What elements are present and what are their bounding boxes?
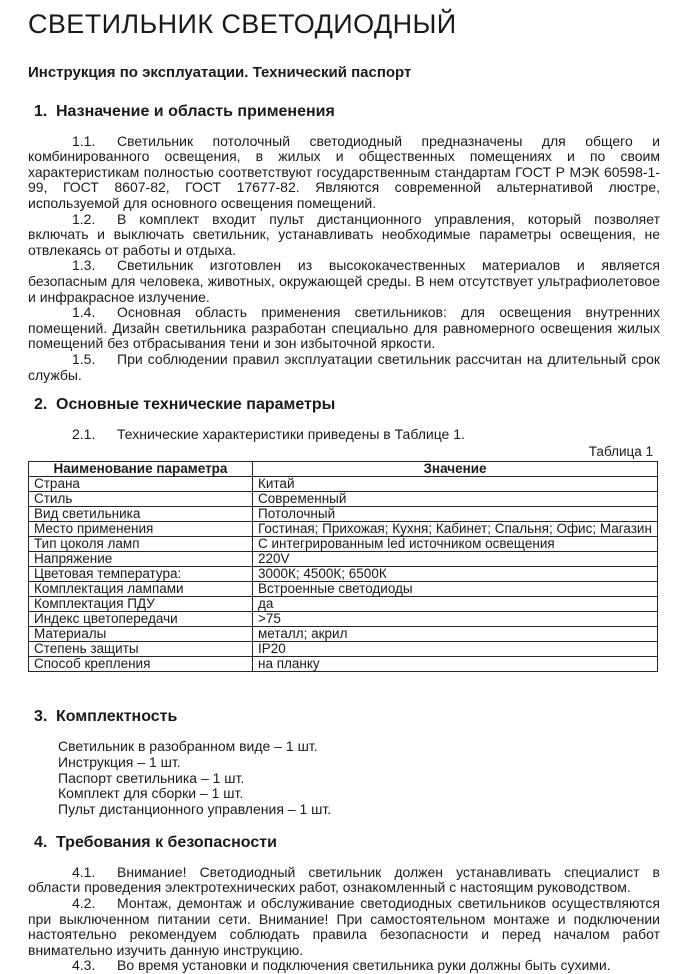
- cell-value: на планку: [253, 657, 658, 672]
- section-number: 4.: [34, 834, 48, 852]
- paragraph-1-2: [28, 212, 660, 259]
- cell-value: 220V: [253, 552, 658, 567]
- section-title: Назначение и область применения: [56, 103, 335, 121]
- section-safety-heading: [34, 834, 660, 852]
- paragraph-2-1: [28, 427, 660, 443]
- list-item: Пульт дистанционного управления – 1 шт.: [58, 800, 332, 817]
- section-package-heading: [34, 708, 660, 726]
- column-header-value: Значение: [253, 462, 658, 477]
- cell-parameter: Напряжение: [29, 552, 253, 567]
- cell-value: 3000К; 4500К; 6500К: [253, 567, 658, 582]
- paragraph-1-5: [28, 352, 660, 383]
- table-row: [29, 612, 658, 627]
- list-item: Паспорт светильника – 1 шт.: [58, 769, 245, 786]
- section-safety-body: [28, 865, 660, 974]
- paragraph-number: 4.1.: [72, 863, 96, 880]
- paragraph-text: Основная область применения светильников: для освещения внутренних помещений. Дизайн светильника разработан специально для равномерного освещения жилых помещений без отбрасывания тени и зон избыточной яркости.: [28, 304, 660, 352]
- table-row: [29, 507, 658, 522]
- paragraph-number: 1.4.: [72, 304, 96, 321]
- table-row: [29, 477, 658, 492]
- cell-parameter: Комплектация ПДУ: [29, 597, 253, 612]
- table-row: [29, 627, 658, 642]
- package-contents-list: [58, 739, 660, 817]
- section-specs-body: [28, 427, 660, 443]
- paragraph-number: 1.5.: [72, 351, 96, 367]
- paragraph-text: В комплект входит пульт дистанционного управления, который позволяет включать и выключать светильник, устанавливать необходимые параметры освещения, не отвлекаясь от работы и отдыха.: [28, 210, 660, 258]
- cell-parameter: Комплектация лампами: [29, 582, 253, 597]
- paragraph-text: Светильник потолочный светодиодный предназначены для общего и комбинированного освещения, в жилых и общественных помещениях и по своим характеристикам полностью соответствуют государственным стандартам ГОСТ Р МЭК 60598-1-99, ГОСТ 8607-82, ГОСТ 17677-82. Являются современной альтернативой люстре, используемой для основного освещения помещений.: [28, 132, 660, 212]
- paragraph-number: 4.2.: [72, 894, 96, 911]
- spec-table: [28, 461, 658, 672]
- paragraph-text: Внимание! Светодиодный светильник должен устанавливать специалист в области проведения электротехнических работ, ознакомленный с настоящим руководством.: [28, 863, 660, 896]
- paragraph-1-3: [28, 258, 660, 305]
- cell-value: да: [253, 597, 658, 612]
- table-row: [29, 522, 658, 537]
- table-row: [29, 657, 658, 672]
- cell-parameter: Индекс цветопередачи: [29, 612, 253, 627]
- table-caption: Таблица 1: [588, 444, 653, 460]
- cell-value: Встроенные светодиоды: [253, 582, 658, 597]
- section-safety: [28, 834, 660, 974]
- paragraph-1-1: [28, 134, 660, 212]
- cell-parameter: Стиль: [29, 492, 253, 507]
- column-header-parameter: Наименование параметра: [29, 462, 253, 477]
- cell-value: IP20: [253, 642, 658, 657]
- section-title: Требования к безопасности: [56, 834, 277, 852]
- section-number: 2.: [34, 396, 48, 414]
- paragraph-4-2: [28, 896, 660, 958]
- table-row: [29, 582, 658, 597]
- list-item: Светильник в разобранном виде – 1 шт.: [58, 738, 318, 755]
- paragraph-number: 1.2.: [72, 210, 96, 227]
- document-subtitle: Инструкция по эксплуатации. Технический паспорт: [28, 64, 412, 82]
- section-specs: [28, 396, 660, 672]
- paragraph-number: 2.1.: [72, 425, 96, 442]
- cell-value: >75: [253, 612, 658, 627]
- table-row: [29, 537, 658, 552]
- paragraph-number: 1.1.: [72, 132, 96, 149]
- table-row: [29, 552, 658, 567]
- cell-value: Гостиная; Прихожая; Кухня; Кабинет; Спальня; Офис; Магазин: [253, 522, 658, 537]
- cell-parameter: Вид светильника: [29, 507, 253, 522]
- table-row: [29, 492, 658, 507]
- table-row: [29, 597, 658, 612]
- cell-value: Китай: [253, 477, 658, 492]
- cell-value: металл; акрил: [253, 627, 658, 642]
- section-title: Основные технические параметры: [56, 396, 336, 414]
- cell-value: С интегрированным led источником освещения: [253, 537, 658, 552]
- section-number: 1.: [34, 103, 48, 121]
- paragraph-text: При соблюдении правил эксплуатации светильник рассчитан на длительный срок службы.: [28, 351, 660, 383]
- cell-parameter: Страна: [29, 477, 253, 492]
- cell-parameter: Материалы: [29, 627, 253, 642]
- table-row: [29, 642, 658, 657]
- cell-parameter: Степень защиты: [29, 642, 253, 657]
- list-item: Инструкция – 1 шт.: [58, 754, 181, 770]
- paragraph-4-1: [28, 865, 660, 896]
- paragraph-1-4: [28, 305, 660, 352]
- section-purpose-heading: [34, 103, 660, 121]
- paragraph-number: 4.3.: [72, 957, 96, 974]
- section-number: 3.: [34, 708, 48, 726]
- list-item: Комплект для сборки – 1 шт.: [58, 785, 244, 802]
- table-row: [29, 567, 658, 582]
- cell-value: Современный: [253, 492, 658, 507]
- cell-parameter: Способ крепления: [29, 657, 253, 672]
- cell-parameter: Тип цоколя ламп: [29, 537, 253, 552]
- cell-parameter: Цветовая температура:: [29, 567, 253, 582]
- section-title: Комплектность: [56, 708, 178, 726]
- section-purpose: [28, 103, 660, 383]
- document-title: СВЕТИЛЬНИК СВЕТОДИОДНЫЙ: [28, 9, 457, 39]
- table-header-row: [29, 462, 658, 477]
- section-specs-heading: [34, 396, 660, 414]
- cell-parameter: Место применения: [29, 522, 253, 537]
- paragraph-text: Монтаж, демонтаж и обслуживание светодиодных светильников осуществляются при выключенном питании сети. Внимание! При самостоятельном монтаже и подключении настоятельно рекомендуем соблюдать правила безопасности и перед началом работ внимательно изучить данную инструкцию.: [28, 894, 660, 958]
- paragraph-text: Светильник изготовлен из высококачественных материалов и является безопасным для человека, животных, окружающей среды. В нем отсутствует ультрафиолетовое и инфракрасное излучение.: [28, 257, 660, 305]
- section-package: [28, 708, 660, 817]
- section-purpose-body: [28, 134, 660, 384]
- cell-value: Потолочный: [253, 507, 658, 522]
- paragraph-text: Технические характеристики приведены в Таблице 1.: [117, 425, 465, 442]
- paragraph-text: Во время установки и подключения светильника руки должны быть сухими.: [117, 957, 611, 974]
- paragraph-number: 1.3.: [72, 257, 96, 274]
- paragraph-4-3: [28, 958, 660, 974]
